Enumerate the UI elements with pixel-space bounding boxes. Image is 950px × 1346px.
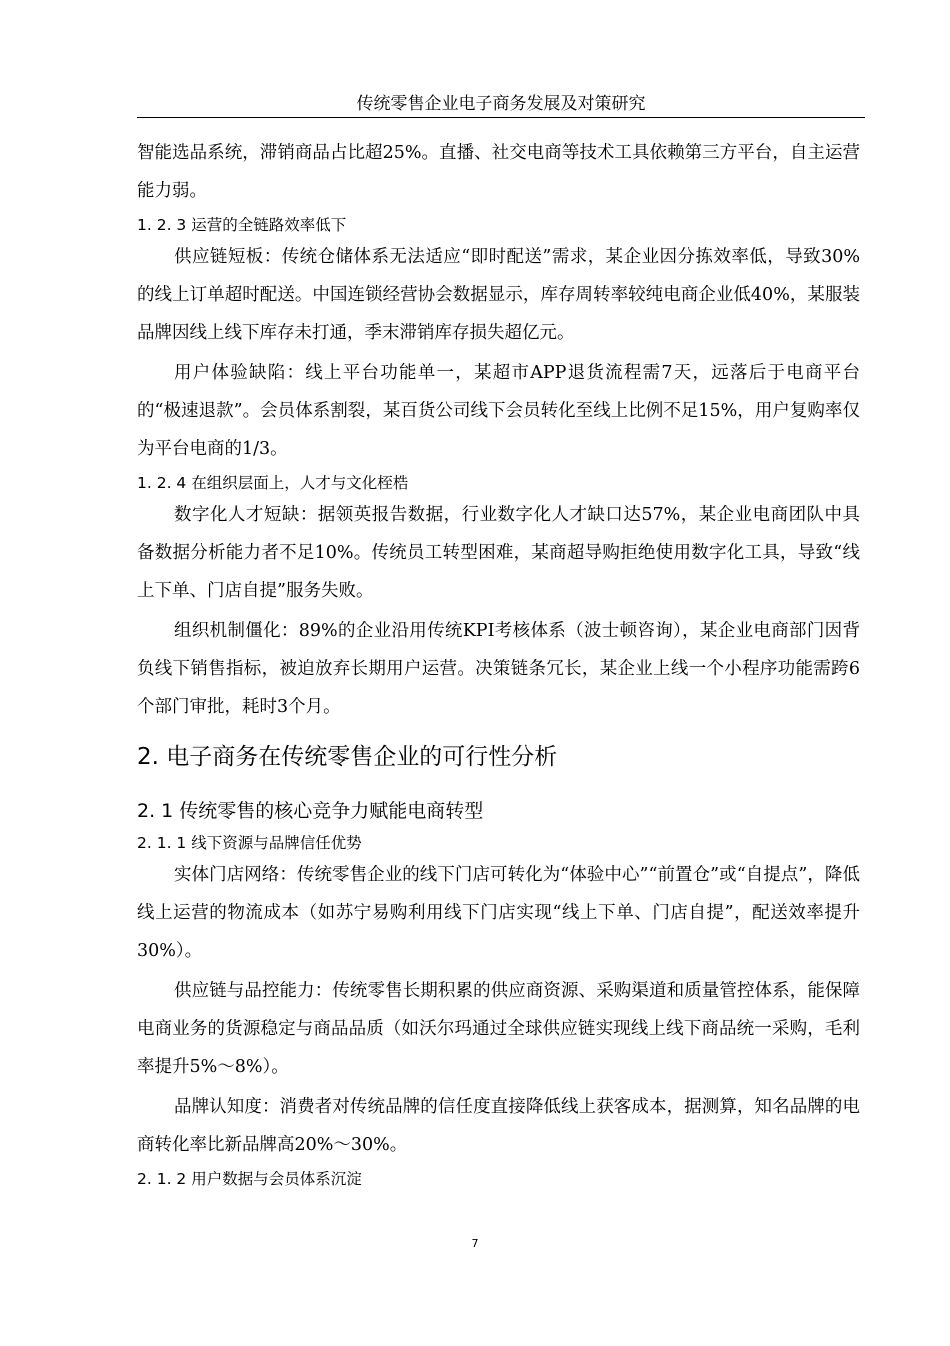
page-number: 7 <box>471 1237 479 1250</box>
heading-2-1: 2. 1 传统零售的核心竞争力赋能电商转型 <box>137 800 484 822</box>
paragraph-talent-shortage: 数字化人才短缺：据领英报告数据，行业数字化人才缺口达57%，某企业电商团队中具备数据分析能力者不足10%。传统员工转型困难，某商超导购拒绝使用数字化工具，导致“线上下单、门店自提”服务失败。 <box>137 505 860 601</box>
heading-1-2-3: 1. 2. 3 运营的全链路效率低下 <box>137 216 347 234</box>
paragraph-supply-quality: 供应链与品控能力：传统零售长期积累的供应商资源、采购渠道和质量管控体系，能保障电商业务的货源稳定与商品品质（如沃尔玛通过全球供应链实现线上线下商品统一采购，毛利率提升5%～8%）。 <box>137 981 860 1077</box>
heading-1-2-4: 1. 2. 4 在组织层面上，人才与文化桎梏 <box>137 474 409 492</box>
heading-2: 2. 电子商务在传统零售企业的可行性分析 <box>137 744 558 770</box>
paragraph-supply-chain-weakness: 供应链短板：传统仓储体系无法适应“即时配送”需求，某企业因分拣效率低，导致30%的线上订单超时配送。中国连锁经营协会数据显示，库存周转率较纯电商企业低40%，某服装品牌因线上线下库存未打通，季末滞销库存损失超亿元。 <box>137 247 860 343</box>
paragraph-brand-awareness: 品牌认知度：消费者对传统品牌的信任度直接降低线上获客成本，据测算，知名品牌的电商转化率比新品牌高20%～30%。 <box>137 1097 860 1155</box>
heading-2-1-1: 2. 1. 1 线下资源与品牌信任优势 <box>137 834 362 852</box>
heading-2-1-2: 2. 1. 2 用户数据与会员体系沉淀 <box>137 1170 362 1188</box>
page-body <box>137 134 860 1192</box>
paragraph-selection-system: 智能选品系统，滞销商品占比超25%。直播、社交电商等技术工具依赖第三方平台，自主运营能力弱。 <box>137 143 860 201</box>
paragraph-organization-rigidity: 组织机制僵化：89%的企业沿用传统KPI考核体系（波士顿咨询），某企业电商部门因背负线下销售指标，被迫放弃长期用户运营。决策链条冗长，某企业上线一个小程序功能需跨6个部门审批，耗时3个月。 <box>137 621 860 717</box>
running-header: 传统零售企业电子商务发展及对策研究 <box>137 93 865 118</box>
paragraph-user-experience: 用户体验缺陷：线上平台功能单一，某超市APP退货流程需7天，远落后于电商平台的“极速退款”。会员体系割裂，某百货公司线下会员转化至线上比例不足15%，用户复购率仅为平台电商的1/3。 <box>137 363 860 459</box>
paragraph-store-network: 实体门店网络：传统零售企业的线下门店可转化为“体验中心”“前置仓”或“自提点”，降低线上运营的物流成本（如苏宁易购利用线下门店实现“线上下单、门店自提”，配送效率提升30%）。 <box>137 865 860 961</box>
